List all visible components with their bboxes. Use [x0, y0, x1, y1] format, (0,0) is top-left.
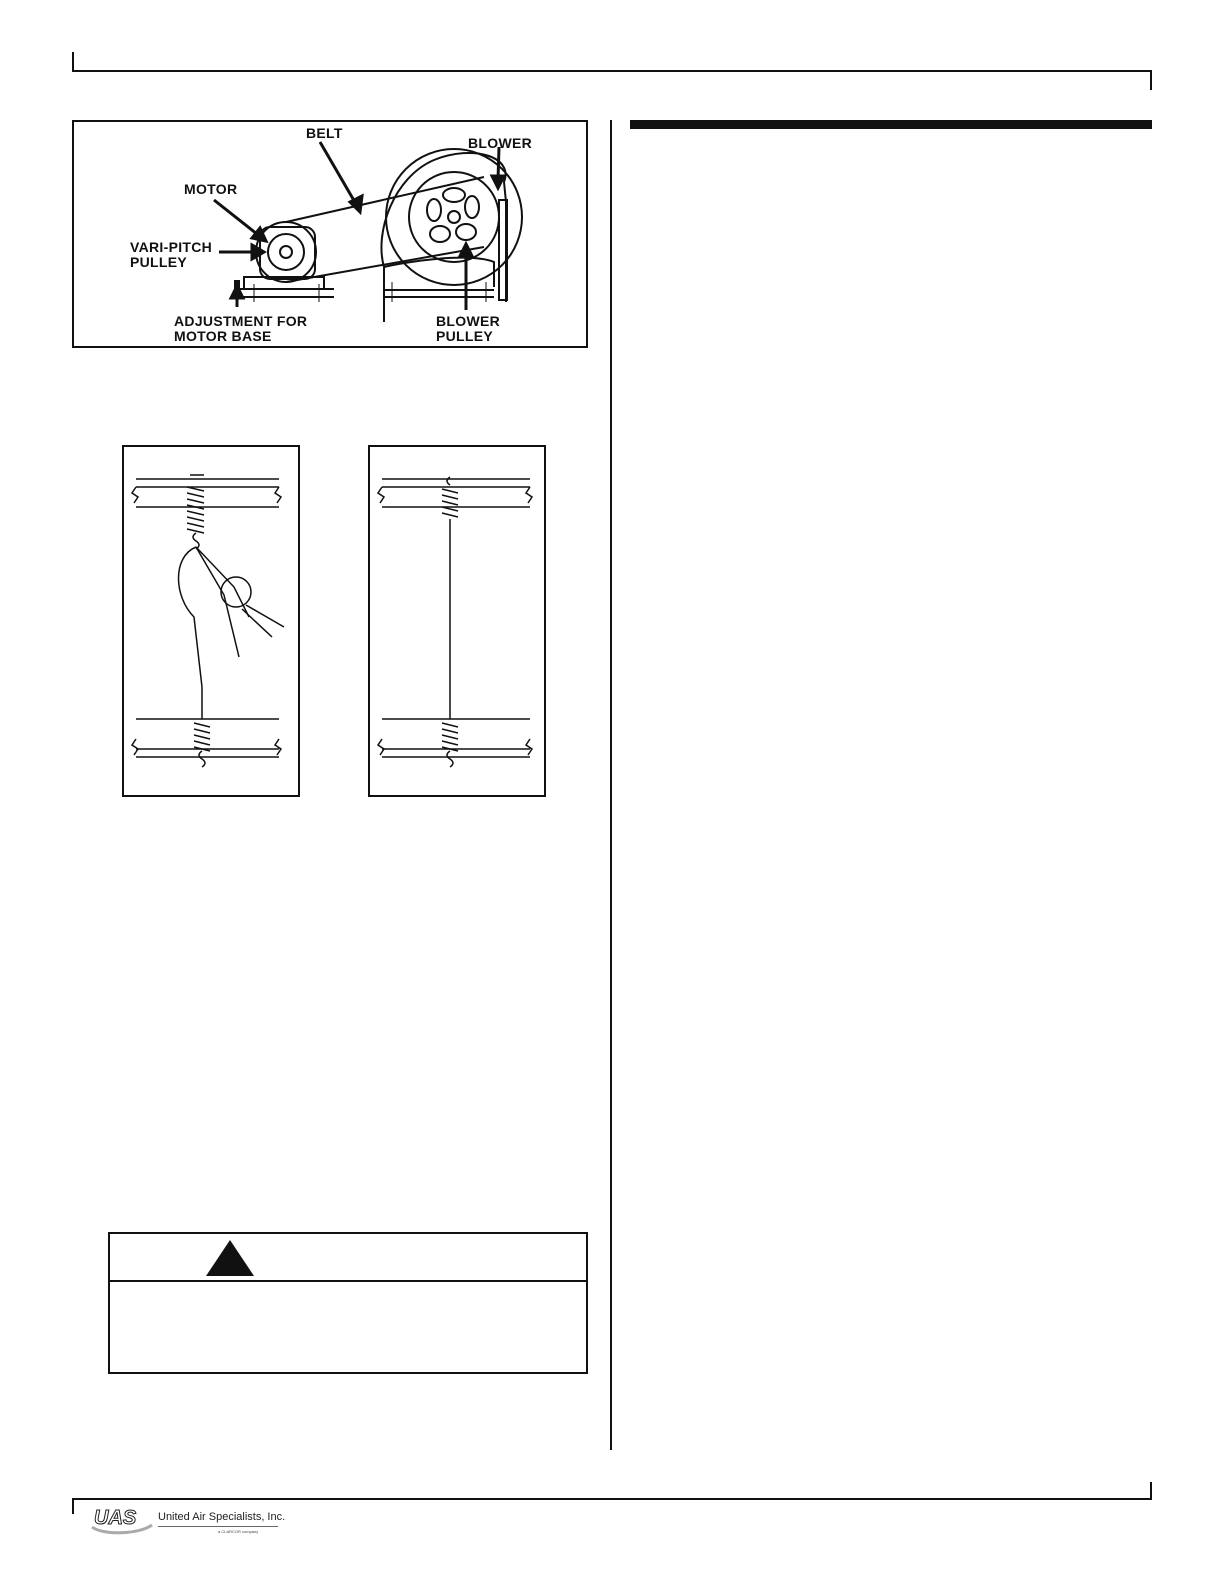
footer-rule — [72, 1498, 1152, 1500]
column-divider — [610, 120, 612, 1450]
vari-pitch-pulley-label: VARI-PITCH PULLEY — [130, 239, 213, 270]
blower-label: BLOWER — [468, 135, 533, 151]
motor-label: MOTOR — [184, 181, 238, 197]
belt-drive-illustration — [74, 122, 586, 346]
header-tick-right — [1150, 70, 1152, 90]
spring-rest-illustration — [370, 447, 544, 795]
belt-drive-figure — [72, 120, 588, 348]
warning-box — [108, 1232, 588, 1374]
footer-tick-left — [72, 1498, 74, 1514]
belt-label: BELT — [306, 125, 343, 141]
header-rule — [72, 70, 1152, 72]
warning-header — [110, 1234, 586, 1282]
spring-rest-figure — [368, 445, 546, 797]
company-tagline: a CLARCOR company — [218, 1529, 259, 1534]
warning-triangle-icon — [204, 1238, 256, 1278]
blower-pulley-label: BLOWER PULLEY — [436, 313, 501, 344]
logo-underline — [158, 1526, 278, 1527]
company-name: United Air Specialists, Inc. — [158, 1511, 286, 1523]
footer-tick-right — [1150, 1482, 1152, 1500]
company-logo — [88, 1505, 288, 1539]
adjustment-motor-base-label: ADJUSTMENT FOR MOTOR BASE — [174, 313, 308, 344]
header-tick-left — [72, 52, 74, 72]
uas-logo-mark — [88, 1505, 156, 1535]
section-heading-bar — [630, 120, 1152, 129]
spring-caliper-illustration — [124, 447, 298, 795]
logo-mark-text: UAS — [94, 1507, 137, 1529]
spring-measure-figure — [122, 445, 300, 797]
